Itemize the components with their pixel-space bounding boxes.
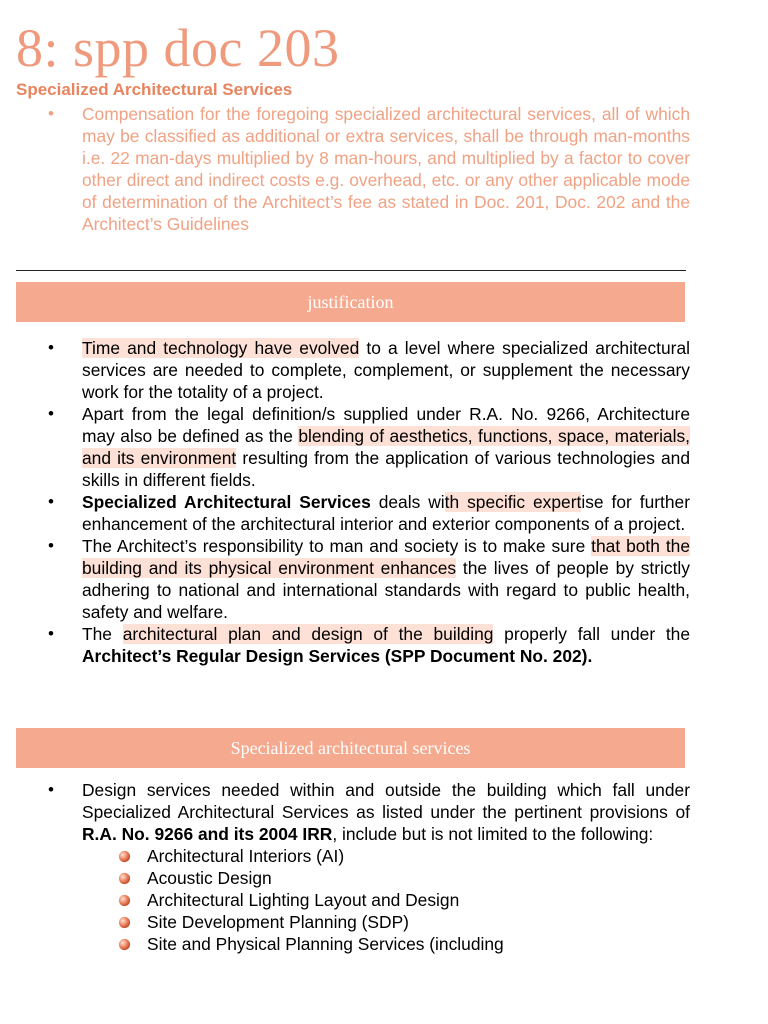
- bold-text: Specialized Architectural Services: [82, 492, 371, 512]
- subitem-text: Architectural Interiors (AI): [147, 846, 345, 866]
- item-text: the lives of people by strictly adhering to national and international standards with regard to public health, safety and welfare.: [82, 558, 690, 622]
- item-text: deals wi: [370, 492, 445, 512]
- services-subitem: [16, 845, 690, 867]
- bullet-dot-icon: •: [48, 624, 54, 643]
- orange-sphere-icon: [118, 872, 131, 885]
- orange-sphere-icon: [118, 938, 131, 951]
- bold-text: Architect’s Regular Design Services (SPP Document No. 202).: [82, 646, 593, 666]
- item-text: Design services needed within and outside the building which fall under Specialized Architectural Services as listed under the pertinent provisions of: [82, 780, 690, 822]
- bullet-dot-icon: •: [48, 536, 54, 555]
- item-text: to a level where specialized architectural services are needed to complete, complement, or supplement the necessary work for the totality of a project.: [82, 338, 690, 402]
- document-subtitle: Specialized Architectural Services: [16, 80, 293, 99]
- justification-item: [16, 491, 690, 535]
- orange-sphere-icon: [118, 916, 131, 929]
- justification-item: [16, 403, 690, 491]
- item-text: properly fall under the: [493, 624, 691, 644]
- item-text: The: [82, 624, 123, 644]
- item-text: ise for further enhancement of the architectural interior and exterior components of a project.: [82, 492, 691, 534]
- document-title: 8: spp doc 203: [16, 18, 340, 78]
- item-text: Apart from the legal definition/s supplied under R.A. No. 9266, Architecture may also be defined as the: [82, 404, 690, 446]
- bullet-dot-icon: •: [48, 104, 54, 123]
- orange-sphere-icon: [118, 894, 131, 907]
- justification-list: [16, 337, 690, 667]
- bullet-dot-icon: •: [48, 404, 54, 423]
- item-text: The Architect’s responsibility to man and society is to make sure: [82, 536, 592, 556]
- highlighted-text: architectural plan and design of the building: [122, 624, 494, 644]
- subitem-text: Architectural Lighting Layout and Design: [147, 890, 460, 910]
- subitem-text: Acoustic Design: [147, 868, 272, 888]
- bullet-dot-icon: •: [48, 492, 54, 511]
- services-list: [16, 779, 690, 955]
- bold-text: R.A. No. 9266 and its 2004 IRR: [82, 824, 333, 844]
- orange-sphere-icon: [118, 850, 131, 863]
- justification-item: [16, 337, 690, 403]
- justification-item: [16, 623, 690, 667]
- highlighted-text: Time and technology have evolved: [82, 338, 360, 358]
- highlighted-text: blending of aesthetics, functions, space, materials, and its environment: [82, 426, 690, 468]
- bullet-dot-icon: •: [48, 780, 54, 799]
- services-subitem: [16, 911, 690, 933]
- subitem-text: Site and Physical Planning Services (including: [147, 934, 504, 954]
- services-sublist: [16, 845, 690, 955]
- section-heading-justification: justification: [16, 282, 685, 322]
- justification-item: [16, 535, 690, 623]
- services-subitem: [16, 933, 690, 955]
- bullet-dot-icon: •: [48, 338, 54, 357]
- horizontal-divider: [16, 270, 686, 271]
- services-subitem: [16, 867, 690, 889]
- intro-text: Compensation for the foregoing specialized architectural services, all of which may be classified as additional or extra services, shall be through man-months i.e. 22 man-days multiplied by 8 man-hours, and multiplied by a factor to cover other direct and indirect costs e.g. overhead, etc. or any other applicable mode of determination of the Architect’s fee as stated in Doc. 201, Doc. 202 and the Architect’s Guidelines: [82, 104, 690, 234]
- subitem-text: Site Development Planning (SDP): [147, 912, 409, 932]
- intro-bullet-item: [16, 103, 690, 235]
- section-heading-specialized-services: Specialized architectural services: [16, 728, 685, 768]
- intro-section: [16, 103, 690, 235]
- highlighted-text: th specific expert: [444, 492, 582, 512]
- services-subitem: [16, 889, 690, 911]
- item-text: , include but is not limited to the following:: [332, 824, 654, 844]
- services-item: [16, 779, 690, 845]
- item-text: resulting from the application of various technologies and skills in different fields.: [82, 448, 690, 490]
- highlighted-text: that both the building and its physical environment enhances: [82, 536, 690, 578]
